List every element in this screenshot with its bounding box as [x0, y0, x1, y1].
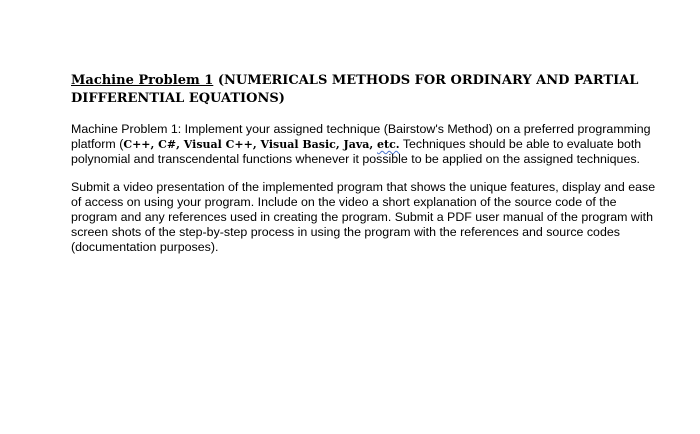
languages-list: C++, C#, Visual C++, Visual Basic, Java, — [123, 138, 378, 151]
document-body — [71, 72, 661, 268]
paragraph1-rest: Techniques should be able to evaluate both polynomial and transcendental functions whenever it possible to be applied on the assigned techniques. — [71, 137, 642, 166]
page-title — [71, 72, 661, 108]
title-lead: Machine Problem 1 — [71, 73, 214, 88]
paragraph1-intro: Machine Problem 1: Implement your assigned technique (Bairstow's Method) on a preferred programming platform ( — [71, 122, 651, 151]
instruction-paragraph — [71, 122, 661, 167]
etc-text: etc. — [377, 138, 400, 151]
title-rest: (NUMERICALS METHODS FOR ORDINARY AND PARTIAL DIFFERENTIAL EQUATIONS) — [71, 73, 639, 106]
submission-paragraph: Submit a video presentation of the implemented program that shows the unique features, display and ease of access on using your program. Include on the video a short explanation of the source code of the program and any references used in creating the program. Submit a PDF user manual of the program with screen shots of the step-by-step process in using the program with the references and source codes (documentation purposes). — [71, 180, 656, 254]
